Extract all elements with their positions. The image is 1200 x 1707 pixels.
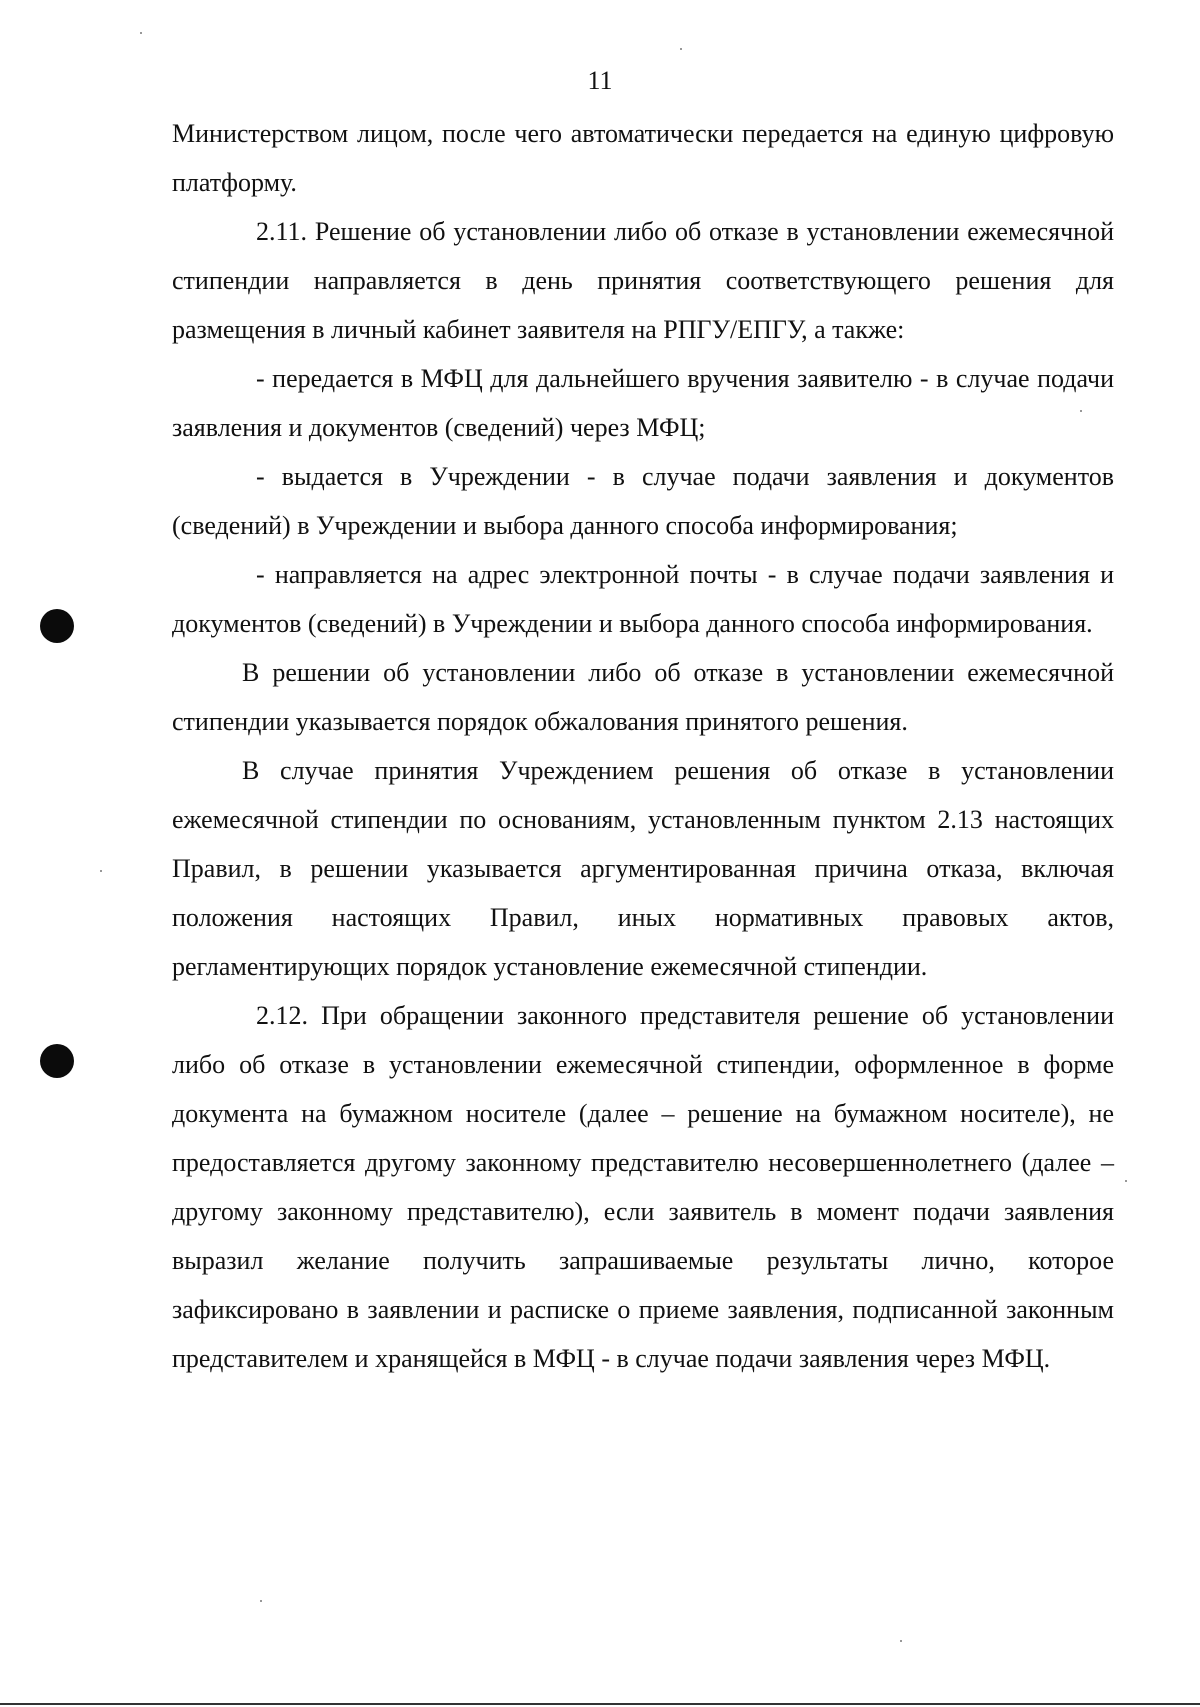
document-body [172,109,1114,1383]
list-item-institution: - выдается в Учреждении - в случае подачи заявления и документов (сведений) в Учреждении и выбора данного способа информирования; [172,462,1114,540]
scan-edge-line [0,1703,1200,1705]
list-item-mfc: - передается в МФЦ для дальнейшего вручения заявителю - в случае подачи заявления и документов (сведений) через МФЦ; [172,364,1114,442]
scan-speck [680,48,682,50]
punch-hole [40,1044,74,1078]
scan-speck [260,1600,262,1602]
punch-hole [40,609,74,643]
paragraph-refusal-reason: В случае принятия Учреждением решения об отказе в установлении ежемесячной стипендии по основаниям, установленным пунктом 2.13 настоящих Правил, в решении указывается аргументированная причина отказа, включая положения настоящих Правил, иных нормативных правовых актов, регламентирующих порядок установление ежемесячной стипендии. [172,756,1114,981]
scan-speck [1125,1180,1127,1182]
scan-speck [100,870,102,872]
list-item-email: - направляется на адрес электронной почты - в случае подачи заявления и документов (сведений) в Учреждении и выбора данного способа информирования. [172,560,1114,638]
scan-speck [1080,410,1082,412]
paragraph-2-12: 2.12. При обращении законного представителя решение об установлении либо об отказе в установлении ежемесячной стипендии, оформленное в форме документа на бумажном носителе (далее – решение на бумажном носителе), не предоставляется другому законному представителю несовершеннолетнего (далее – другому законному представителю), если заявитель в момент подачи заявления выразил желание получить запрашиваемые результаты лично, которое зафиксировано в заявлении и расписке о приеме заявления, подписанной законным представителем и хранящейся в МФЦ - в случае подачи заявления через МФЦ. [172,1001,1114,1373]
scan-speck [140,32,142,34]
paragraph-appeal-order: В решении об установлении либо об отказе в установлении ежемесячной стипендии указывается порядок обжалования принятого решения. [172,658,1114,736]
paragraph-continuation: Министерством лицом, после чего автоматически передается на единую цифровую платформу. [172,119,1114,197]
page-number: 11 [587,66,613,95]
paragraph-2-11: 2.11. Решение об установлении либо об отказе в установлении ежемесячной стипендии направляется в день принятия соответствующего решения для размещения в личный кабинет заявителя на РПГУ/ЕПГУ, а также: [172,217,1114,344]
scan-speck [900,1640,902,1642]
